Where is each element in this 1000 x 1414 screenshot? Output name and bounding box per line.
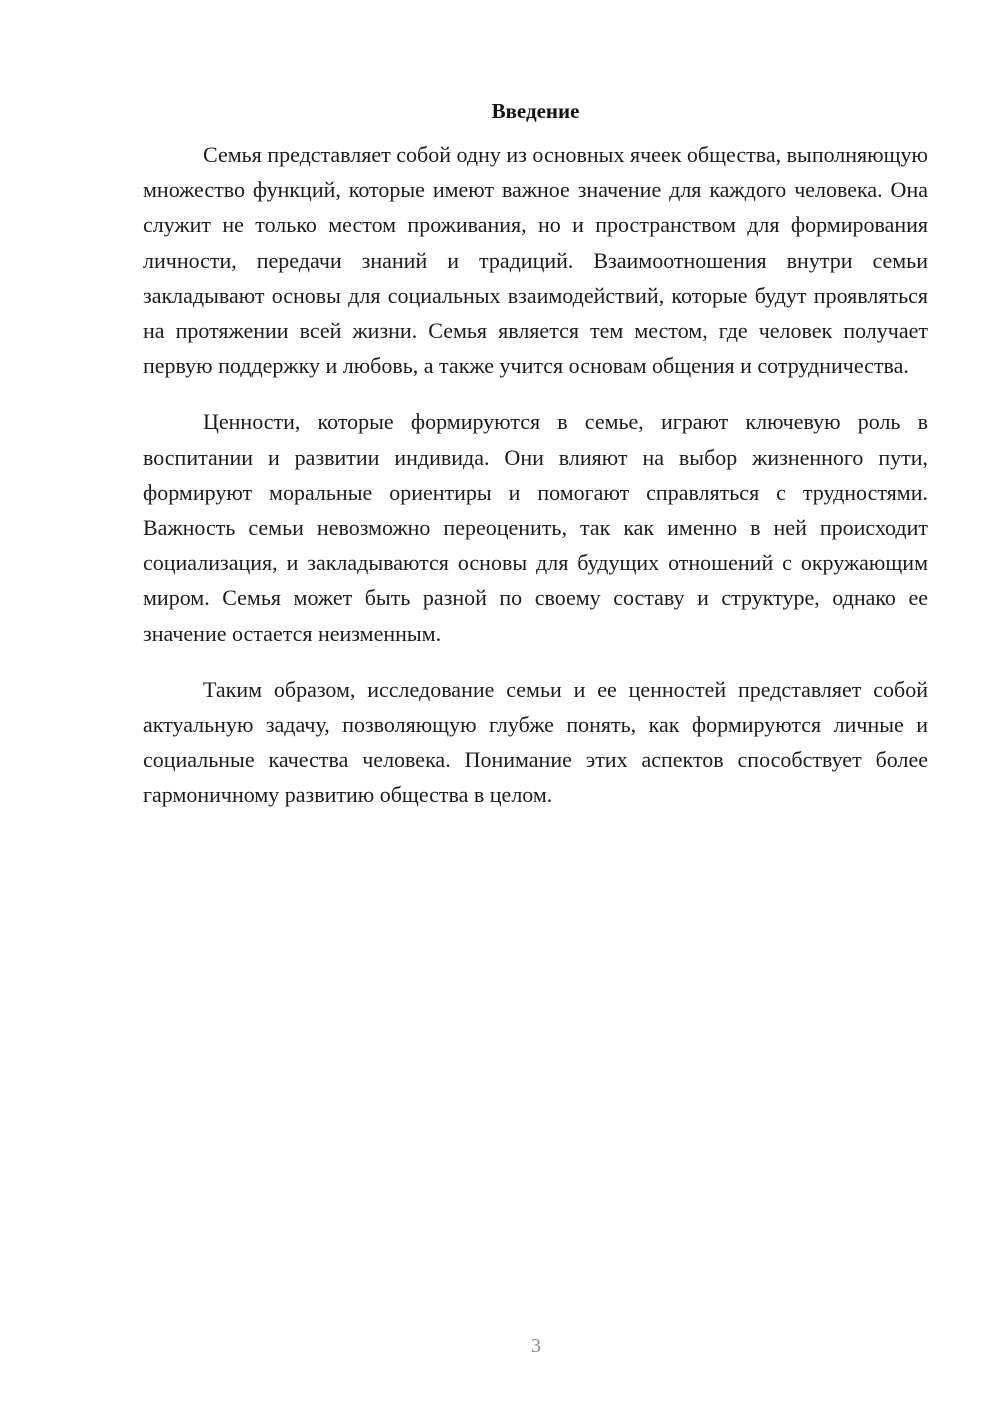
section-title: Введение xyxy=(491,99,580,123)
paragraph-1: Семья представляет собой одну из основных ячеек общества, выполняющую множество функций, которые имеют важное значение для каждого человека. Она служит не только местом проживания, но и пространством для формирования личности, передачи знаний и традиций. Взаимоотношения внутри семьи закладывают основы для социальных взаимодействий, которые будут проявляться на протяжении всей жизни. Семья является тем местом, где человек получает первую поддержку и любовь, а также учится основам общения и сотрудничества. xyxy=(143,142,928,379)
page-content xyxy=(143,94,928,834)
page-number: 3 xyxy=(531,1335,541,1357)
paragraph-3: Таким образом, исследование семьи и ее ценностей представляет собой актуальную задачу, позволяющую глубже понять, как формируются личные и социальные качества человека. Понимание этих аспектов способствует более гармоничному развитию общества в целом. xyxy=(143,676,928,808)
paragraph-2: Ценности, которые формируются в семье, играют ключевую роль в воспитании и развитии индивида. Они влияют на выбор жизненного пути, формируют моральные ориентиры и помогают справляться с трудностями. Важность семьи невозможно переоценить, так как именно в ней происходит социализация, и закладываются основы для будущих отношений с окружающим миром. Семья может быть разной по своему составу и структуре, однако ее значение остается неизменным. xyxy=(143,409,928,646)
